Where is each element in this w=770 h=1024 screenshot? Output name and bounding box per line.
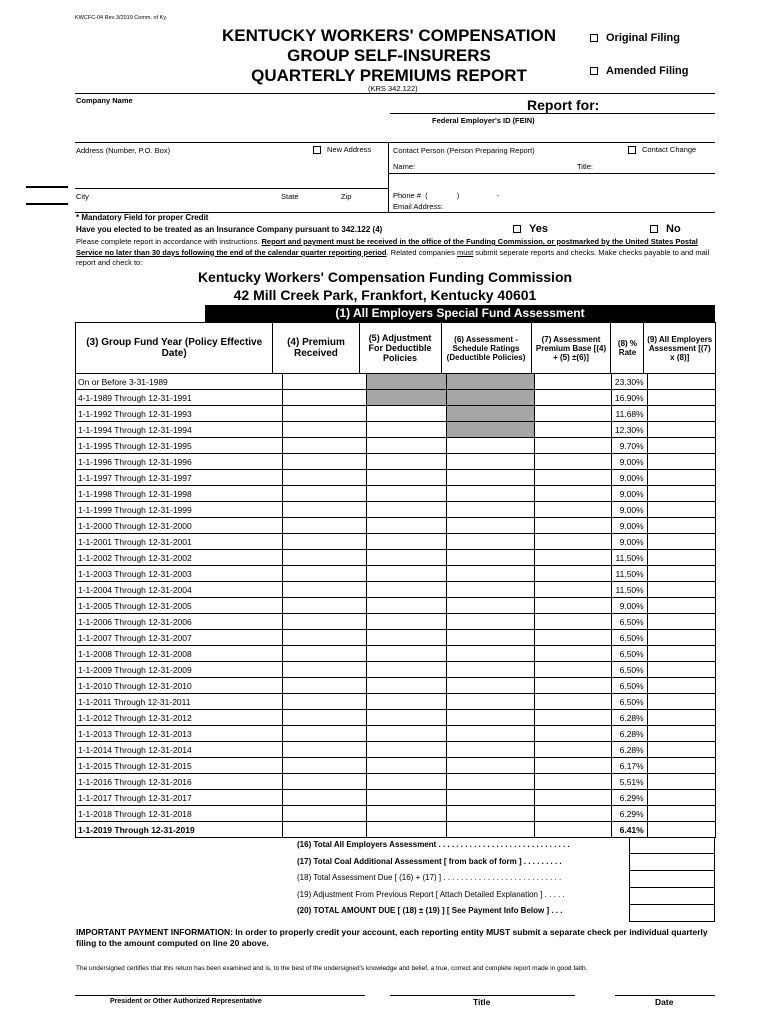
period-cell: 1-1-2015 Through 12-31-2015 (76, 758, 283, 774)
col-group-fund-year: (3) Group Fund Year (Policy Effective Date) (76, 323, 273, 374)
schedule-rating-cell[interactable] (446, 454, 534, 470)
adjustment-cell[interactable] (367, 742, 446, 758)
total-17-field[interactable] (629, 854, 715, 871)
period-cell: 1-1-1999 Through 12-31-1999 (76, 502, 283, 518)
rate-cell: 16.90% (611, 390, 647, 406)
company-name-label: Company Name (76, 96, 133, 105)
schedule-rating-cell (446, 390, 534, 406)
table-row (76, 678, 716, 694)
schedule-rating-cell[interactable] (446, 806, 534, 822)
no-option[interactable]: No (650, 223, 681, 235)
table-row (76, 598, 716, 614)
period-cell: 1-1-2009 Through 12-31-2009 (76, 662, 283, 678)
premium-base-cell[interactable] (534, 582, 611, 598)
period-cell: 1-1-2001 Through 12-31-2001 (76, 534, 283, 550)
commission-name: Kentucky Workers' Compensation Funding Commission (197, 269, 573, 285)
adjustment-cell[interactable] (367, 582, 446, 598)
totals-block (297, 837, 627, 920)
period-cell: On or Before 3-31-1989 (76, 374, 283, 390)
adjustment-cell[interactable] (367, 550, 446, 566)
premium-base-cell[interactable] (534, 790, 611, 806)
rate-cell: 6.50% (611, 614, 647, 630)
schedule-rating-cell[interactable] (446, 774, 534, 790)
rate-cell: 9.70% (611, 438, 647, 454)
period-cell: 1-1-1992 Through 12-31-1993 (76, 406, 283, 422)
adjustment-cell[interactable] (367, 790, 446, 806)
period-cell: 1-1-2006 Through 12-31-2006 (76, 614, 283, 630)
rate-cell: 6.29% (611, 806, 647, 822)
column-header-row (75, 322, 716, 374)
schedule-rating-cell[interactable] (446, 758, 534, 774)
total-18-field[interactable] (629, 871, 715, 888)
original-filing-checkbox[interactable] (590, 34, 598, 42)
period-cell: 1-1-2013 Through 12-31-2013 (76, 726, 283, 742)
schedule-rating-cell[interactable] (446, 662, 534, 678)
total-20-label: (20) TOTAL AMOUNT DUE [ (18) ± (19) ] [ See Payment Info Below ] . . . (297, 906, 563, 915)
rate-cell: 6.28% (611, 742, 647, 758)
premium-base-cell[interactable] (534, 502, 611, 518)
assessment-cell[interactable] (647, 406, 715, 422)
premium-cell[interactable] (283, 806, 367, 822)
premium-base-cell[interactable] (534, 758, 611, 774)
assessment-cell[interactable] (647, 806, 715, 822)
assessment-cell[interactable] (647, 422, 715, 438)
contact-change-checkbox[interactable] (628, 146, 636, 154)
adjustment-cell[interactable] (367, 822, 446, 838)
schedule-rating-cell[interactable] (446, 694, 534, 710)
schedule-rating-cell[interactable] (446, 710, 534, 726)
premium-cell[interactable] (283, 406, 367, 422)
schedule-rating-cell[interactable] (446, 726, 534, 742)
schedule-rating-cell[interactable] (446, 438, 534, 454)
col-premium-received: (4) Premium Received (273, 323, 359, 374)
premium-base-cell[interactable] (534, 694, 611, 710)
adjustment-cell[interactable] (367, 758, 446, 774)
assessment-cell[interactable] (647, 758, 715, 774)
signature-rep-label: President or Other Authorized Representative (110, 998, 262, 1005)
premium-cell[interactable] (283, 678, 367, 694)
period-cell: 1-1-2002 Through 12-31-2002 (76, 550, 283, 566)
premium-cell[interactable] (283, 598, 367, 614)
no-checkbox[interactable] (650, 225, 658, 233)
table-row (76, 614, 716, 630)
period-cell: 1-1-2010 Through 12-31-2010 (76, 678, 283, 694)
rate-table (75, 373, 716, 838)
assessment-cell[interactable] (647, 470, 715, 486)
assessment-cell[interactable] (647, 742, 715, 758)
premium-cell[interactable] (283, 566, 367, 582)
rate-cell: 9.00% (611, 470, 647, 486)
total-19-field[interactable] (629, 888, 715, 905)
premium-base-cell[interactable] (534, 774, 611, 790)
section-header: (1) All Employers Special Fund Assessment (205, 305, 715, 322)
col-employers-assessment: (9) All Employers Assessment [(7) x (8)] (644, 323, 716, 374)
schedule-rating-cell[interactable] (446, 742, 534, 758)
period-cell: 1-1-1994 Through 12-31-1994 (76, 422, 283, 438)
total-19-label: (19) Adjustment From Previous Report [ Attach Detailed Explanation ] . . . . . (297, 889, 565, 899)
assessment-cell[interactable] (647, 374, 715, 390)
premium-cell[interactable] (283, 582, 367, 598)
adjustment-cell[interactable] (367, 694, 446, 710)
schedule-rating-cell[interactable] (446, 678, 534, 694)
table-row (76, 694, 716, 710)
table-row (76, 470, 716, 486)
schedule-rating-cell[interactable] (446, 486, 534, 502)
premium-base-cell[interactable] (534, 374, 611, 390)
assessment-cell[interactable] (647, 486, 715, 502)
table-row (76, 518, 716, 534)
amended-filing-option[interactable]: Amended Filing (590, 65, 689, 77)
period-cell: 1-1-2004 Through 12-31-2004 (76, 582, 283, 598)
adjustment-cell[interactable] (367, 518, 446, 534)
premium-base-cell[interactable] (534, 646, 611, 662)
adjustment-cell[interactable] (367, 662, 446, 678)
fein-label: Federal Employer's ID (FEIN) (432, 116, 535, 125)
table-row (76, 774, 716, 790)
adjustment-cell[interactable] (367, 598, 446, 614)
rate-cell: 12.30% (611, 422, 647, 438)
rate-cell: 5.51% (611, 774, 647, 790)
period-cell: 1-1-2003 Through 12-31-2003 (76, 566, 283, 582)
assessment-cell[interactable] (647, 774, 715, 790)
assessment-cell[interactable] (647, 662, 715, 678)
schedule-rating-cell[interactable] (446, 614, 534, 630)
schedule-rating-cell[interactable] (446, 502, 534, 518)
period-cell: 1-1-1996 Through 12-31-1996 (76, 454, 283, 470)
assessment-cell[interactable] (647, 582, 715, 598)
table-row (76, 742, 716, 758)
premium-cell[interactable] (283, 550, 367, 566)
period-cell: 1-1-2000 Through 12-31-2000 (76, 518, 283, 534)
original-filing-option[interactable]: Original Filing (590, 32, 680, 44)
premium-cell[interactable] (283, 486, 367, 502)
adjustment-cell[interactable] (367, 646, 446, 662)
premium-cell[interactable] (283, 726, 367, 742)
adjustment-cell[interactable] (367, 710, 446, 726)
period-cell: 1-1-2017 Through 12-31-2017 (76, 790, 283, 806)
schedule-rating-cell[interactable] (446, 790, 534, 806)
assessment-cell[interactable] (647, 694, 715, 710)
premium-cell[interactable] (283, 502, 367, 518)
adjustment-cell[interactable] (367, 406, 446, 422)
rate-cell: 6.41% (611, 822, 647, 838)
total-18-label: (18) Total Assessment Due [ (16) + (17) ] . . . . . . . . . . . . . . . . . . . . . . . . . . . (297, 873, 562, 882)
period-cell: 1-1-1995 Through 12-31-1995 (76, 438, 283, 454)
premium-cell[interactable] (283, 454, 367, 470)
premium-base-cell[interactable] (534, 566, 611, 582)
assessment-cell[interactable] (647, 726, 715, 742)
premium-base-cell[interactable] (534, 598, 611, 614)
adjustment-cell[interactable] (367, 534, 446, 550)
assessment-cell[interactable] (647, 646, 715, 662)
adjustment-cell[interactable] (367, 566, 446, 582)
premium-cell[interactable] (283, 742, 367, 758)
table-row (76, 438, 716, 454)
assessment-cell[interactable] (647, 822, 715, 838)
premium-cell[interactable] (283, 774, 367, 790)
premium-cell[interactable] (283, 710, 367, 726)
premium-cell[interactable] (283, 694, 367, 710)
commission-address: 42 Mill Creek Park, Frankfort, Kentucky 40601 (233, 287, 537, 303)
phone-label: Phone # ( ) - (393, 191, 500, 200)
adjustment-cell[interactable] (367, 470, 446, 486)
rate-cell: 6.28% (611, 710, 647, 726)
premium-base-cell[interactable] (534, 806, 611, 822)
fein-field[interactable] (390, 125, 715, 141)
premium-base-cell[interactable] (534, 486, 611, 502)
premium-cell[interactable] (283, 470, 367, 486)
premium-base-cell[interactable] (534, 630, 611, 646)
adjustment-cell[interactable] (367, 438, 446, 454)
instructions: Please complete report in accordance with instructions. Report and payment must be received in the office of the Funding Commission, or postmarked by the United States Postal Service no later than 30 days following the end of the calendar quarter reporting period. Related companies must submit seperate reports and checks. Make checks payable to and mail report and check to: (76, 237, 710, 267)
premium-base-cell[interactable] (534, 742, 611, 758)
period-cell: 4-1-1989 Through 12-31-1991 (76, 390, 283, 406)
adjustment-cell[interactable] (367, 486, 446, 502)
period-cell: 1-1-1998 Through 12-31-1998 (76, 486, 283, 502)
new-address-option[interactable]: New Address (313, 145, 371, 154)
adjustment-cell[interactable] (367, 422, 446, 438)
contact-title-label: Title: (577, 162, 593, 171)
assessment-cell[interactable] (647, 630, 715, 646)
premium-base-cell[interactable] (534, 422, 611, 438)
premium-base-cell[interactable] (534, 710, 611, 726)
rate-cell: 6.50% (611, 646, 647, 662)
schedule-rating-cell[interactable] (446, 582, 534, 598)
premium-cell[interactable] (283, 614, 367, 630)
email-label: Email Address: (393, 202, 444, 211)
premium-cell[interactable] (283, 518, 367, 534)
table-row (76, 646, 716, 662)
yes-option[interactable]: Yes (513, 223, 548, 235)
state-label: State (281, 192, 299, 201)
adjustment-cell[interactable] (367, 454, 446, 470)
premium-base-cell[interactable] (534, 662, 611, 678)
period-cell: 1-1-1997 Through 12-31-1997 (76, 470, 283, 486)
schedule-rating-cell (446, 406, 534, 422)
period-cell: 1-1-2014 Through 12-31-2014 (76, 742, 283, 758)
premium-base-cell[interactable] (534, 614, 611, 630)
new-address-checkbox[interactable] (313, 146, 321, 154)
rate-cell: 11.50% (611, 550, 647, 566)
period-cell: 1-1-2008 Through 12-31-2008 (76, 646, 283, 662)
table-row (76, 758, 716, 774)
assessment-cell[interactable] (647, 390, 715, 406)
premium-cell[interactable] (283, 630, 367, 646)
total-16-label: (16) Total All Employers Assessment . . . . . . . . . . . . . . . . . . . . . . . . . . . . . . (297, 840, 570, 849)
col-premium-base: (7) Assessment Premium Base [(4) + (5) ±(6)] (531, 323, 611, 374)
rate-cell: 6.50% (611, 662, 647, 678)
rate-cell: 6.50% (611, 694, 647, 710)
contact-person-label: Contact Person (Person Preparing Report) (393, 146, 535, 155)
signature-title-label: Title (473, 997, 491, 1007)
premium-cell[interactable] (283, 438, 367, 454)
assessment-cell[interactable] (647, 550, 715, 566)
assessment-cell[interactable] (647, 438, 715, 454)
rate-cell: 6.29% (611, 790, 647, 806)
address-label: Address (Number, P.O. Box) (76, 146, 171, 155)
form-title: KENTUCKY WORKERS' COMPENSATION GROUP SELF-INSURERS QUARTERLY PREMIUMS REPORT (222, 26, 556, 85)
table-row (76, 726, 716, 742)
company-name-field[interactable] (76, 106, 386, 136)
adjustment-cell[interactable] (367, 726, 446, 742)
rate-cell: 11.50% (611, 566, 647, 582)
premium-cell[interactable] (283, 662, 367, 678)
table-row (76, 806, 716, 822)
premium-cell[interactable] (283, 534, 367, 550)
schedule-rating-cell[interactable] (446, 518, 534, 534)
schedule-rating-cell (446, 422, 534, 438)
period-cell: 1-1-2018 Through 12-31-2018 (76, 806, 283, 822)
schedule-rating-cell[interactable] (446, 550, 534, 566)
rate-cell: 9.00% (611, 518, 647, 534)
assessment-cell[interactable] (647, 710, 715, 726)
premium-cell[interactable] (283, 646, 367, 662)
table-row (76, 662, 716, 678)
period-cell: 1-1-2016 Through 12-31-2016 (76, 774, 283, 790)
premium-cell[interactable] (283, 758, 367, 774)
table-row (76, 710, 716, 726)
table-row (76, 454, 716, 470)
rate-cell: 11.68% (611, 406, 647, 422)
table-row (76, 582, 716, 598)
premium-base-cell[interactable] (534, 406, 611, 422)
rate-cell: 6.50% (611, 630, 647, 646)
premium-base-cell[interactable] (534, 822, 611, 838)
premium-base-cell[interactable] (534, 470, 611, 486)
rate-cell: 9.00% (611, 502, 647, 518)
adjustment-cell[interactable] (367, 806, 446, 822)
assessment-cell[interactable] (647, 502, 715, 518)
premium-base-cell[interactable] (534, 678, 611, 694)
rate-cell: 6.28% (611, 726, 647, 742)
adjustment-cell[interactable] (367, 630, 446, 646)
rate-cell: 6.17% (611, 758, 647, 774)
adjustment-cell (367, 390, 446, 406)
total-16-field[interactable] (629, 837, 715, 854)
contact-name-label: Name: (393, 162, 416, 171)
total-17-label: (17) Total Coal Additional Assessment [ from back of form ] . . . . . . . . . (297, 856, 562, 866)
period-cell: 1-1-2005 Through 12-31-2005 (76, 598, 283, 614)
adjustment-cell[interactable] (367, 614, 446, 630)
rate-cell: 9.00% (611, 454, 647, 470)
yes-checkbox[interactable] (513, 225, 521, 233)
assessment-cell[interactable] (647, 518, 715, 534)
rate-cell: 23.30% (611, 374, 647, 390)
col-rate: (8) % Rate (611, 323, 644, 374)
assessment-cell[interactable] (647, 534, 715, 550)
adjustment-cell[interactable] (367, 678, 446, 694)
schedule-rating-cell[interactable] (446, 822, 534, 838)
table-row (76, 534, 716, 550)
totals-fields (629, 837, 715, 922)
table-row (76, 486, 716, 502)
assessment-cell[interactable] (647, 790, 715, 806)
premium-cell[interactable] (283, 790, 367, 806)
city-label: City (76, 192, 89, 201)
form-id: KWCFC-04 Rev 3/2019 Comm. of Ky. (75, 15, 168, 21)
period-cell: 1-1-2007 Through 12-31-2007 (76, 630, 283, 646)
adjustment-cell[interactable] (367, 502, 446, 518)
schedule-rating-cell[interactable] (446, 630, 534, 646)
table-row (76, 790, 716, 806)
assessment-cell[interactable] (647, 678, 715, 694)
premium-cell[interactable] (283, 822, 367, 838)
premium-base-cell[interactable] (534, 534, 611, 550)
table-row (76, 502, 716, 518)
premium-base-cell[interactable] (534, 518, 611, 534)
adjustment-cell (367, 374, 446, 390)
period-cell: 1-1-2012 Through 12-31-2012 (76, 710, 283, 726)
election-question: Have you elected to be treated as an Insurance Company pursuant to 342.122 (4) (76, 225, 383, 234)
col-schedule-ratings: (6) Assessment - Schedule Ratings (Deductible Policies) (441, 323, 531, 374)
total-20-field[interactable] (629, 905, 715, 922)
schedule-rating-cell[interactable] (446, 646, 534, 662)
rate-cell: 6.50% (611, 678, 647, 694)
table-row (76, 630, 716, 646)
table-row (76, 566, 716, 582)
premium-base-cell[interactable] (534, 390, 611, 406)
rate-cell: 11.50% (611, 582, 647, 598)
premium-cell[interactable] (283, 390, 367, 406)
payment-info: IMPORTANT PAYMENT INFORMATION: In order to properly credit your account, each reporting entity MUST submit a separate check per individual quarterly filing to the amount computed on line 20 above. (76, 927, 708, 948)
signature-date-label: Date (655, 997, 674, 1007)
assessment-cell[interactable] (647, 598, 715, 614)
period-cell: 1-1-2019 Through 12-31-2019 (76, 822, 283, 838)
schedule-rating-cell[interactable] (446, 566, 534, 582)
premium-base-cell[interactable] (534, 438, 611, 454)
premium-cell[interactable] (283, 374, 367, 390)
col-adjustment: (5) Adjustment For Deductible Policies (359, 323, 441, 374)
statute-ref: (KRS 342.122) (368, 84, 418, 93)
table-row (76, 406, 716, 422)
certification: The undersigned certifies that this return has been examined and is, to the best of the undersigned's knowledge and belief, a true, correct and complete report made in good faith. (76, 965, 588, 972)
premium-base-cell[interactable] (534, 550, 611, 566)
table-row (76, 822, 716, 838)
premium-base-cell[interactable] (534, 726, 611, 742)
zip-label: Zip (341, 192, 352, 201)
table-row (76, 390, 716, 406)
rate-cell: 9.00% (611, 534, 647, 550)
report-for-label: Report for: (527, 97, 600, 113)
mandatory-note: * Mandatory Field for proper Credit (76, 213, 209, 222)
assessment-cell[interactable] (647, 566, 715, 582)
table-row (76, 374, 716, 390)
premium-base-cell[interactable] (534, 454, 611, 470)
schedule-rating-cell[interactable] (446, 470, 534, 486)
amended-filing-checkbox[interactable] (590, 67, 598, 75)
premium-cell[interactable] (283, 422, 367, 438)
adjustment-cell[interactable] (367, 774, 446, 790)
contact-change-option[interactable]: Contact Change (628, 145, 696, 154)
schedule-rating-cell[interactable] (446, 534, 534, 550)
table-row (76, 422, 716, 438)
schedule-rating-cell[interactable] (446, 598, 534, 614)
assessment-cell[interactable] (647, 454, 715, 470)
rate-cell: 9.00% (611, 486, 647, 502)
table-row (76, 550, 716, 566)
period-cell: 1-1-2011 Through 12-31-2011 (76, 694, 283, 710)
assessment-cell[interactable] (647, 614, 715, 630)
schedule-rating-cell (446, 374, 534, 390)
rate-cell: 9.00% (611, 598, 647, 614)
